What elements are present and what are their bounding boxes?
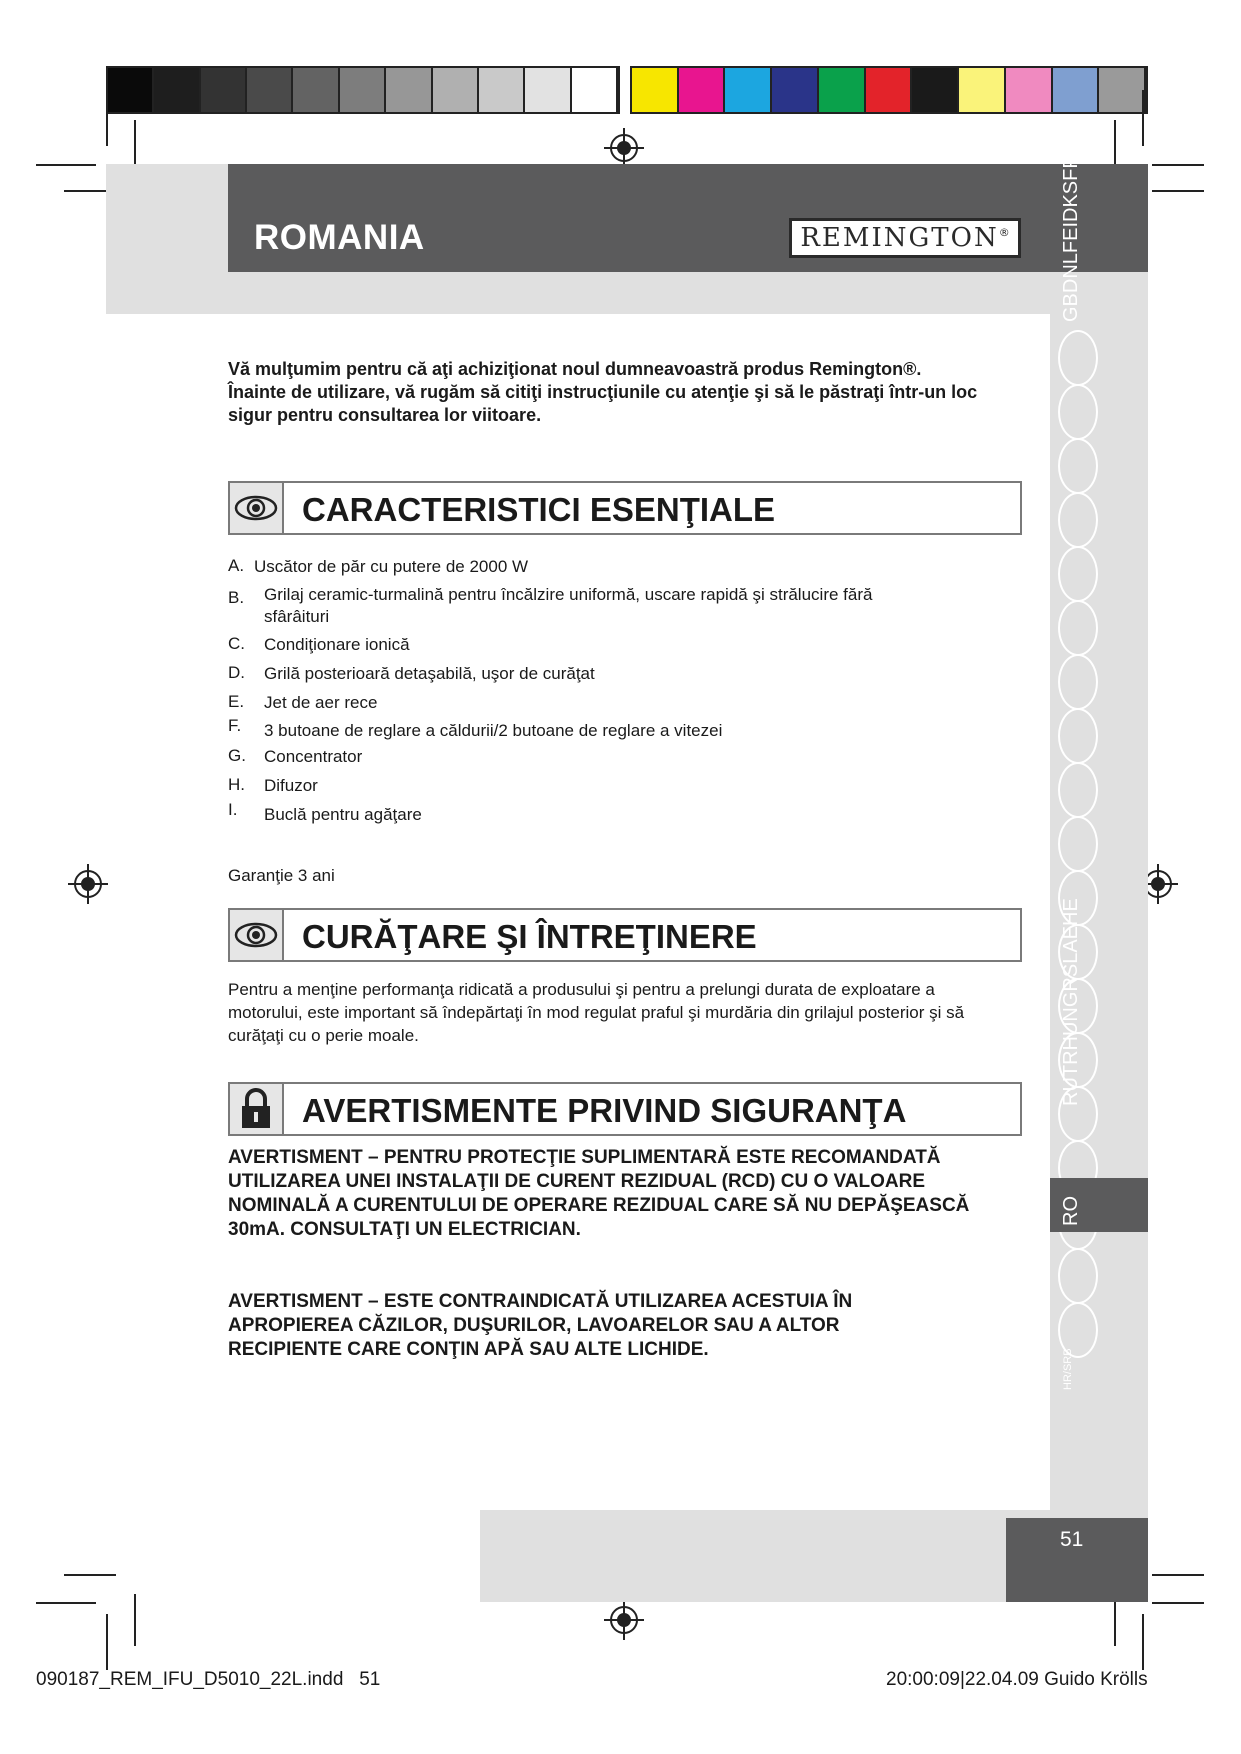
section-title-cleaning: CURĂŢARE ŞI ÎNTREŢINERE — [302, 918, 757, 955]
footer-file-info: 090187_REM_IFU_D5010_22L.indd 51 — [36, 1669, 381, 1690]
language-tab-oval — [1058, 600, 1098, 656]
list-item-text: Concentrator — [264, 747, 363, 766]
color-swatch — [247, 68, 293, 112]
color-swatch — [201, 68, 247, 112]
color-swatch — [572, 68, 618, 112]
color-swatch — [525, 68, 571, 112]
warranty-text: Garanţie 3 ani — [228, 866, 335, 885]
list-item-text: Grilă posterioară detaşabilă, uşor de curăţat — [264, 664, 595, 683]
eye-icon — [230, 483, 284, 533]
logo-text: REMINGTON — [800, 223, 999, 253]
cleaning-text: Pentru a menţine performanţa ridicată a produsului şi pentru a prelungi durata de exploatare a motorului, este important să îndepărtaţi în mod regulat praful şi murdăria din grilajul posterior şi să curăţaţi cu o perie moale. — [228, 980, 965, 1045]
intro-line-instructions: Înainte de utilizare, vă rugăm să citiţi instrucţiunile cu atenţie şi să le păstraţi într-un loc sigur pentru consultarea lor viitoare. — [228, 382, 978, 425]
list-item-letter: B. — [228, 588, 245, 607]
section-header-features — [228, 481, 1022, 535]
list-item-text: Uscător de păr cu putere de 2000 W — [254, 557, 529, 576]
language-tab-oval — [1058, 708, 1098, 764]
color-swatch — [386, 68, 432, 112]
color-swatch — [1006, 68, 1053, 112]
remington-logo — [789, 218, 1021, 258]
language-tab-oval — [1058, 384, 1098, 440]
page-number: 51 — [1060, 1528, 1084, 1551]
color-swatch — [479, 68, 525, 112]
intro-line-thanks: Vă mulţumim pentru că aţi achiziţionat noul dumneavoastră produs Remington®. — [228, 359, 922, 379]
eye-icon — [230, 910, 284, 960]
safety-warning-water: AVERTISMENT – ESTE CONTRAINDICATĂ UTILIZAREA ACESTUIA ÎN APROPIEREA CĂZILOR, DUŞURILOR, LAVOARELOR SAU A ALTOR RECIPIENTE CARE CONŢIN APĂ SAU ALTE LICHIDE. — [228, 1291, 853, 1360]
color-swatch — [959, 68, 1006, 112]
list-item-letter: C. — [228, 634, 245, 653]
language-tab-oval — [1058, 870, 1098, 926]
list-item-text: Difuzor — [264, 776, 318, 795]
language-tab-oval — [1058, 492, 1098, 548]
registration-mark-icon — [68, 864, 108, 904]
list-item-text: Jet de aer rece — [264, 693, 378, 712]
list-item-letter: I. — [228, 800, 238, 819]
list-item-text: Grilaj ceramic-turmalină pentru încălzire uniformă, uscare rapidă şi strălucire fără sfârâituri — [264, 585, 873, 626]
registration-mark-icon — [604, 128, 644, 168]
lock-icon — [230, 1084, 284, 1134]
color-swatch — [632, 68, 679, 112]
language-tab-oval — [1058, 546, 1098, 602]
page-frame-top — [106, 272, 1050, 314]
color-swatch — [108, 68, 154, 112]
color-swatch — [819, 68, 866, 112]
section-header-cleaning — [228, 908, 1022, 962]
page-title: ROMANIA — [254, 218, 425, 257]
logo-trademark: ® — [998, 225, 1010, 239]
list-item-text: Buclă pentru agăţare — [264, 805, 422, 824]
language-tab-oval — [1058, 1086, 1098, 1142]
color-swatch — [679, 68, 726, 112]
intro-text — [228, 358, 988, 427]
list-item-letter: G. — [228, 746, 246, 765]
section-header-safety — [228, 1082, 1022, 1136]
color-swatch — [912, 68, 959, 112]
language-tab-oval — [1058, 438, 1098, 494]
language-tab-oval — [1058, 1032, 1098, 1088]
list-item-letter: A. — [228, 556, 245, 575]
registration-mark-icon — [604, 1600, 644, 1640]
language-tab-oval — [1058, 924, 1098, 980]
footer-timestamp: 20:00:09|22.04.09 Guido Krölls — [886, 1669, 1148, 1690]
grayscale-color-bar — [106, 66, 620, 114]
color-swatch — [154, 68, 200, 112]
language-tab-oval — [1058, 330, 1098, 386]
list-item-text: 3 butoane de reglare a căldurii/2 butoane de reglare a vitezei — [264, 721, 723, 740]
color-swatch — [725, 68, 772, 112]
language-tab-oval — [1058, 654, 1098, 710]
color-swatch — [340, 68, 386, 112]
language-tab-hr-srb: HR/SRB — [1062, 1348, 1074, 1390]
list-item-letter: D. — [228, 663, 245, 682]
language-tab-oval — [1058, 1248, 1098, 1304]
language-tab-oval — [1058, 978, 1098, 1034]
language-tab-ro — [1050, 1178, 1148, 1232]
section-title-safety: AVERTISMENTE PRIVIND SIGURANŢA — [302, 1092, 907, 1129]
list-item-letter: H. — [228, 775, 245, 794]
safety-warning-rcd: AVERTISMENT – PENTRU PROTECŢIE SUPLIMENTARĂ ESTE RECOMANDATĂ UTILIZAREA UNEI INSTALAŢII DE CURENT REZIDUAL (RCD) CU O VALOARE NOMINALĂ A CURENTULUI DE OPERARE REZIDUAL CARE SĂ NU DEPĂŞEASCĂ 30mA. CONSULTAŢI UN ELECTRICIAN. — [228, 1147, 970, 1240]
color-swatch — [293, 68, 339, 112]
section-title-features: CARACTERISTICI ESENŢIALE — [302, 491, 776, 528]
language-tab-oval — [1058, 816, 1098, 872]
language-tab-label-top: GBDNLFEIDKSFPSKC — [1060, 114, 1082, 322]
color-swatch — [433, 68, 479, 112]
language-tab-oval — [1058, 762, 1098, 818]
color-swatch — [866, 68, 913, 112]
language-tab-label-mid: RUTRHUNGRSLAEHE — [1060, 898, 1082, 1106]
language-tab-ro-label: RO — [1060, 1196, 1082, 1226]
list-item-text: Condiţionare ionică — [264, 635, 410, 654]
color-swatch — [772, 68, 819, 112]
list-item-letter: E. — [228, 692, 245, 711]
list-item-letter: F. — [228, 716, 242, 735]
